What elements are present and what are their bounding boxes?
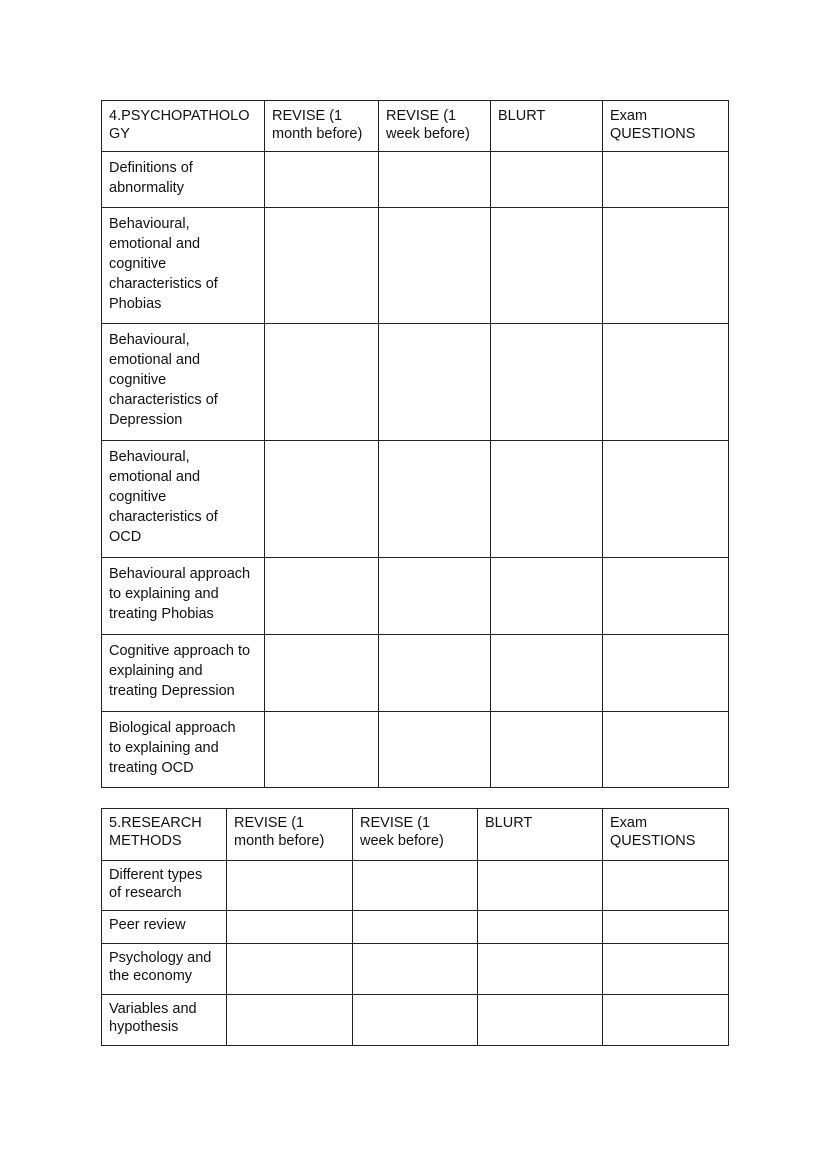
table-row [102,324,729,441]
empty-cell[interactable] [379,635,491,712]
empty-cell[interactable] [478,995,603,1046]
empty-cell[interactable] [265,441,379,558]
table-row [102,208,729,324]
table-row [102,558,729,635]
empty-cell[interactable] [491,152,603,208]
table-row [102,152,729,208]
column-header: BLURT [491,101,603,152]
column-header: Exam QUESTIONS [603,809,729,861]
empty-cell[interactable] [227,911,353,944]
empty-cell[interactable] [379,208,491,324]
empty-cell[interactable] [478,911,603,944]
table-row [102,911,729,944]
topic-cell: Behavioural, emotional and cognitive characteristics of Depression [102,324,265,441]
empty-cell[interactable] [379,441,491,558]
column-header: REVISE (1 month before) [227,809,353,861]
empty-cell[interactable] [603,635,729,712]
topic-cell: Behavioural approach to explaining and treating Phobias [102,558,265,635]
empty-cell[interactable] [603,324,729,441]
topic-cell: Variables and hypothesis [102,995,227,1046]
topic-cell: Biological approach to explaining and treating OCD [102,712,265,788]
research-methods-table [101,808,729,1046]
empty-cell[interactable] [353,944,478,995]
header-row [102,809,729,861]
empty-cell[interactable] [603,558,729,635]
empty-cell[interactable] [227,995,353,1046]
empty-cell[interactable] [603,152,729,208]
topic-cell: Peer review [102,911,227,944]
column-header: 4.PSYCHOPATHOLO GY [102,101,265,152]
empty-cell[interactable] [379,712,491,788]
table-row [102,441,729,558]
table-row [102,861,729,911]
empty-cell[interactable] [227,861,353,911]
empty-cell[interactable] [379,558,491,635]
empty-cell[interactable] [265,152,379,208]
header-row [102,101,729,152]
table-row [102,944,729,995]
column-header: BLURT [478,809,603,861]
empty-cell[interactable] [478,861,603,911]
topic-cell: Definitions of abnormality [102,152,265,208]
empty-cell[interactable] [491,324,603,441]
column-header: REVISE (1 week before) [353,809,478,861]
empty-cell[interactable] [227,944,353,995]
empty-cell[interactable] [603,712,729,788]
table-row [102,995,729,1046]
empty-cell[interactable] [491,712,603,788]
column-header: REVISE (1 month before) [265,101,379,152]
topic-cell: Cognitive approach to explaining and treating Depression [102,635,265,712]
empty-cell[interactable] [491,441,603,558]
psychopathology-table [101,100,729,788]
empty-cell[interactable] [603,441,729,558]
empty-cell[interactable] [353,911,478,944]
column-header: 5.RESEARCH METHODS [102,809,227,861]
empty-cell[interactable] [603,944,729,995]
empty-cell[interactable] [353,995,478,1046]
empty-cell[interactable] [265,324,379,441]
empty-cell[interactable] [265,558,379,635]
empty-cell[interactable] [603,861,729,911]
column-header: REVISE (1 week before) [379,101,491,152]
empty-cell[interactable] [491,208,603,324]
topic-cell: Behavioural, emotional and cognitive characteristics of Phobias [102,208,265,324]
empty-cell[interactable] [603,208,729,324]
empty-cell[interactable] [265,712,379,788]
topic-cell: Behavioural, emotional and cognitive characteristics of OCD [102,441,265,558]
table-row [102,635,729,712]
empty-cell[interactable] [491,558,603,635]
empty-cell[interactable] [265,208,379,324]
empty-cell[interactable] [353,861,478,911]
topic-cell: Psychology and the economy [102,944,227,995]
empty-cell[interactable] [603,911,729,944]
empty-cell[interactable] [478,944,603,995]
table-row [102,712,729,788]
column-header: Exam QUESTIONS [603,101,729,152]
empty-cell[interactable] [379,324,491,441]
empty-cell[interactable] [491,635,603,712]
empty-cell[interactable] [603,995,729,1046]
empty-cell[interactable] [379,152,491,208]
empty-cell[interactable] [265,635,379,712]
topic-cell: Different types of research [102,861,227,911]
